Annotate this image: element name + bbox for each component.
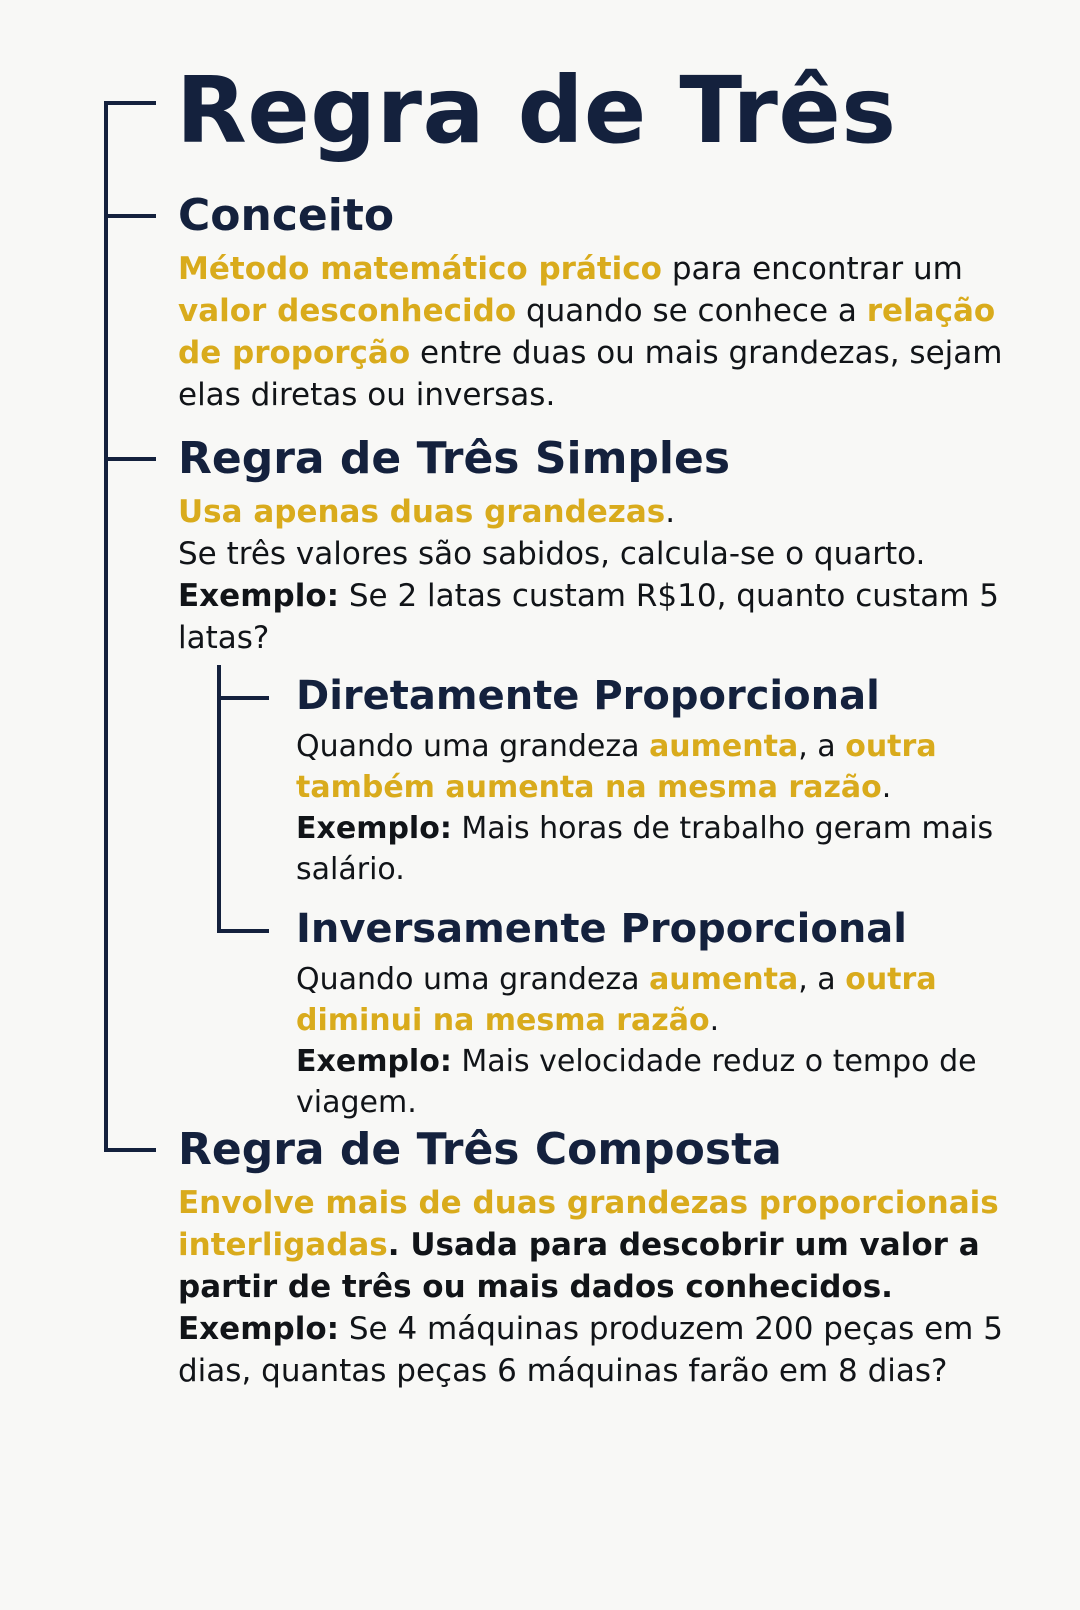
- diretamente-text: [296, 726, 1038, 890]
- inversamente-highlight-2: outra diminui na mesma razão: [296, 962, 937, 1038]
- sub-tree-vertical-line: [217, 665, 221, 933]
- composta-example-text: Se 4 máquinas produzem 200 peças em 5 dias, quantas peças 6 máquinas farão em 8 dias?: [178, 1311, 1003, 1389]
- section-inversamente: [296, 903, 1038, 1123]
- page-title: Regra de Três: [176, 57, 897, 164]
- section-diretamente: [296, 670, 1038, 890]
- diretamente-text-3: .: [881, 770, 892, 805]
- inversamente-highlight-1: aumenta: [649, 962, 799, 997]
- diretamente-example-label: Exemplo:: [296, 811, 452, 846]
- composta-example-label: Exemplo:: [178, 1311, 340, 1347]
- diretamente-highlight-1: aumenta: [649, 729, 799, 764]
- simples-line-2: Se três valores são sabidos, calcula-se o quarto.: [178, 536, 926, 572]
- branch-diretamente: [217, 696, 269, 700]
- simples-highlight: Usa apenas duas grandezas: [178, 494, 666, 530]
- inversamente-text-3: .: [709, 1003, 720, 1038]
- main-tree-vertical-line: [104, 103, 108, 1152]
- branch-inversamente: [217, 929, 269, 933]
- branch-title: [104, 101, 156, 105]
- conceito-heading: Conceito: [178, 190, 395, 241]
- branch-conceito: [104, 214, 156, 218]
- conceito-highlight-2: valor desconhecido: [178, 293, 517, 329]
- simples-example-text: Se 2 latas custam R$10, quanto custam 5 latas?: [178, 578, 999, 656]
- composta-text: [178, 1182, 1038, 1392]
- inversamente-heading: Inversamente Proporcional: [296, 906, 907, 952]
- conceito-text-3: entre duas ou mais grandezas, sejam elas diretas ou inversas.: [178, 335, 1003, 413]
- inversamente-example-text: Mais velocidade reduz o tempo de viagem.: [296, 1044, 977, 1120]
- simples-heading: Regra de Três Simples: [178, 433, 731, 484]
- composta-highlight: Envolve mais de duas grandezas proporcionais interligadas: [178, 1185, 999, 1263]
- diretamente-heading: Diretamente Proporcional: [296, 673, 880, 719]
- diretamente-example-text: Mais horas de trabalho geram mais salário.: [296, 811, 994, 887]
- branch-simples: [104, 457, 156, 461]
- simples-example-label: Exemplo:: [178, 578, 340, 614]
- simples-text-1: .: [665, 494, 676, 530]
- section-simples: [178, 431, 1038, 659]
- inversamente-text-1: Quando uma grandeza: [296, 962, 650, 997]
- conceito-highlight-3: relação de proporção: [178, 293, 996, 371]
- composta-text-1: . Usada para descobrir um valor a partir de três ou mais dados conhecidos.: [178, 1227, 980, 1305]
- conceito-text-1: para encontrar um: [661, 251, 963, 287]
- conceito-text: [178, 248, 1038, 416]
- section-composta: [178, 1122, 1038, 1392]
- diretamente-text-2: , a: [798, 729, 846, 764]
- conceito-highlight-1: Método matemático prático: [178, 251, 662, 287]
- simples-text: [178, 491, 1038, 659]
- conceito-text-2: quando se conhece a: [516, 293, 867, 329]
- section-conceito: [178, 188, 1038, 416]
- inversamente-text-2: , a: [798, 962, 846, 997]
- diretamente-highlight-2: outra também aumenta na mesma razão: [296, 729, 937, 805]
- branch-composta: [104, 1148, 156, 1152]
- inversamente-example-label: Exemplo:: [296, 1044, 452, 1079]
- inversamente-text: [296, 959, 1038, 1123]
- composta-heading: Regra de Três Composta: [178, 1124, 782, 1175]
- diretamente-text-1: Quando uma grandeza: [296, 729, 650, 764]
